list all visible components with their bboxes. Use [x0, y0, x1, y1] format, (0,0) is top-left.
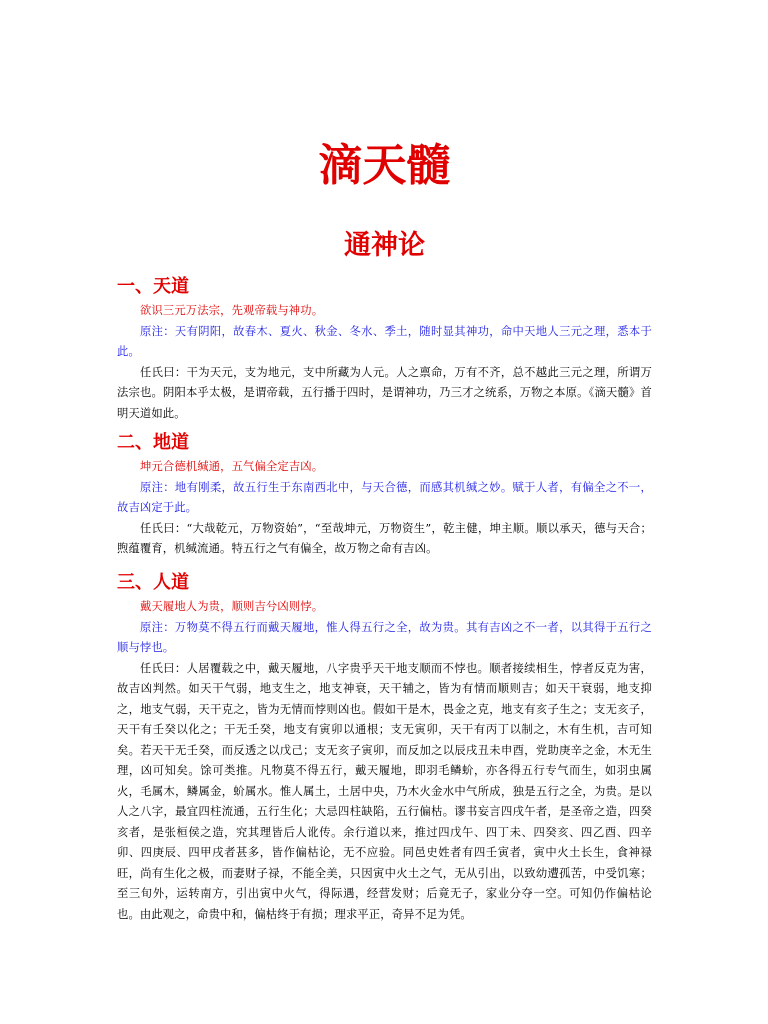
section-heaven-dao [117, 274, 652, 424]
original-note: 原注：天有阴阳，故春木、夏火、秋金、冬水、季土，随时显其神功，命中天地人三元之理，悉本于此。 [117, 324, 652, 358]
section-human-dao [117, 570, 652, 925]
commentary-paragraph: 任氏曰：干为天元，支为地元，支中所藏为人元。人之禀命，万有不齐，总不越此三元之理，所谓万法宗也。阴阳本乎太极，是谓帝载，五行播于四时，是谓神功，乃三才之统系，万物之本原。《滴天髓》首明天道如此。 [117, 365, 652, 420]
section-heading: 三、人道 [117, 572, 189, 593]
original-note: 原注：地有刚柔，故五行生于东南西北中，与天合德，而感其机缄之妙。赋于人者，有偏全之不一，故吉凶定于此。 [117, 480, 652, 514]
book-title: 滴天髓 [318, 140, 451, 191]
commentary-paragraph: 任氏曰：“大哉乾元，万物资始”，“至哉坤元，万物资生”，乾主健，坤主顺。顺以承天，德与天合；煦蕴覆育，机缄流通。特五行之气有偏全，故万物之命有吉凶。 [117, 521, 652, 555]
original-note: 原注：万物莫不得五行而戴天履地，惟人得五行之全，故为贵。其有吉凶之不一者，以其得于五行之顺与悖也。 [117, 620, 652, 654]
chapter-title: 通神论 [344, 230, 425, 261]
verse-line: 戴天履地人为贵，顺则吉兮凶则悖。 [140, 600, 324, 613]
commentary-paragraph: 任氏曰：人居覆载之中，戴天履地，八字贵乎天干地支顺而不悖也。顺者接续相生，悖者反克为害，故吉凶判然。如天干气弱，地支生之，地支神衰，天干辅之，皆为有情而顺则吉；如天干衰弱，地支抑之，地支气弱，天干克之，皆为无情而悖则凶也。假如干是木，畏金之克，地支有亥子生之；支无亥子，天干有壬癸以化之；干无壬癸，地支有寅卯以通根；支无寅卯，天干有丙丁以制之，木有生机，吉可知矣。若天干无壬癸，而反透之以戊己；支无亥子寅卯，而反加之以辰戌丑未申酉，党助庚辛之金，木无生理，凶可知矣。馀可类推。凡物莫不得五行，戴天履地，即羽毛鳞蚧，亦各得五行专气而生，如羽虫属火，毛属木，鳞属金，蚧属水。惟人属土，土居中央，乃木火金水中气所成，独是五行之全，为贵。是以人之八字，最宜四柱流通，五行生化；大忌四柱缺陷，五行偏枯。谬书妄言四戌午者，是圣帝之造，四癸亥者，是张桓侯之造，究其理皆后人讹传。余行道以来，推过四戊午、四丁未、四癸亥、四乙酉、四辛卯、四庚辰、四甲戌者甚多，皆作偏枯论，无不应验。同邑史姓者有四壬寅者，寅中火土长生，食神禄旺，尚有生化之极，而妻财子禄，不能全美，只因寅中火土之气，无从引出，以致幼遭孤苦，中受饥寒；至三旬外，运转南方，引出寅中火气，得际遇，经营发财；后竟无子，家业分夺一空。可知仍作偏枯论也。由此观之，命贵中和，偏枯终于有损；理求平正，奇异不足为凭。 [117, 661, 652, 921]
verse-line: 欲识三元万法宗，先观帝载与神功。 [140, 304, 324, 317]
verse-line: 坤元合德机缄通，五气偏全定吉凶。 [140, 460, 324, 473]
section-heading: 二、地道 [117, 432, 189, 453]
section-heading: 一、天道 [117, 276, 189, 297]
section-earth-dao [117, 430, 652, 560]
